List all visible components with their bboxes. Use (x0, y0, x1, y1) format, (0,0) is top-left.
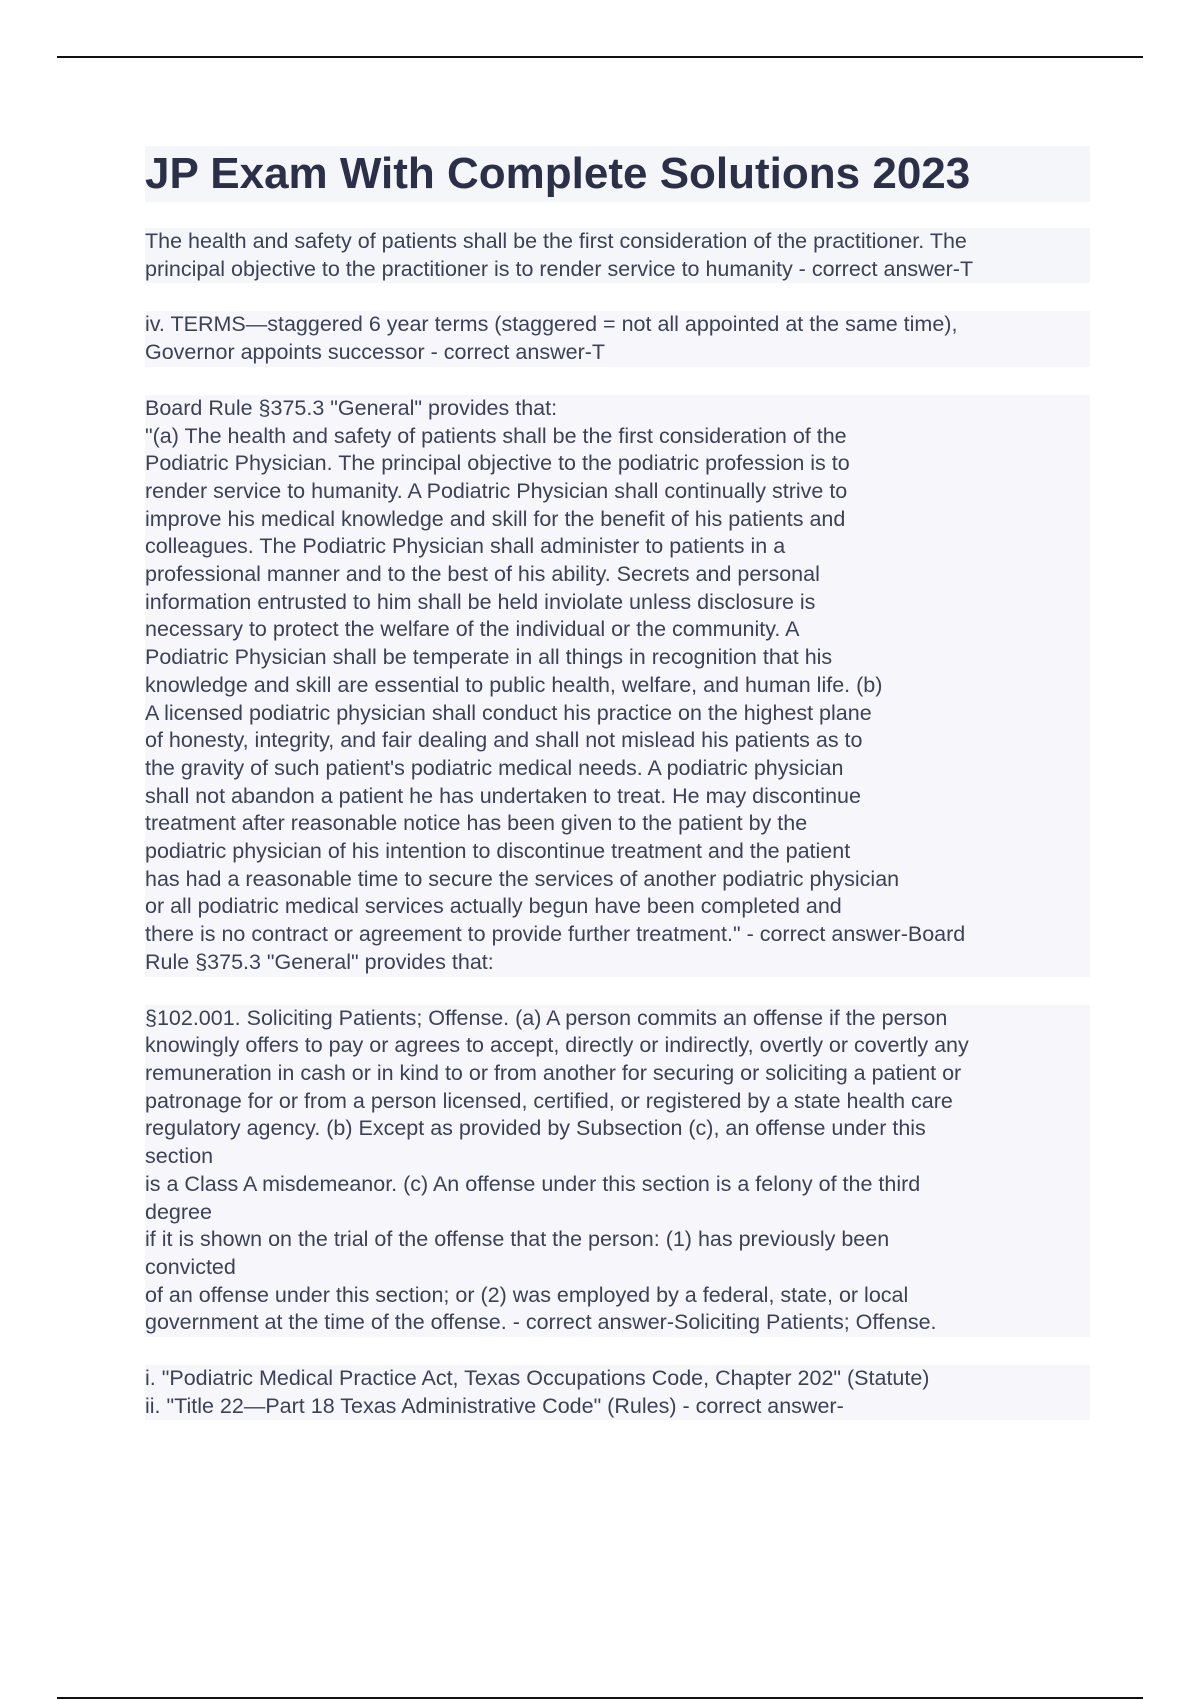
entry-line: section (145, 1143, 1090, 1171)
entry-line: regulatory agency. (b) Except as provided by Subsection (c), an offense under this (145, 1115, 1090, 1143)
entry-line: is a Class A misdemeanor. (c) An offense under this section is a felony of the third (145, 1171, 1090, 1199)
entry-line: Podiatric Physician shall be temperate in all things in recognition that his (145, 644, 1090, 672)
entry-line: necessary to protect the welfare of the individual or the community. A (145, 616, 1090, 644)
entry-line: there is no contract or agreement to provide further treatment." - correct answer-Board (145, 921, 1090, 949)
entry-line: "(a) The health and safety of patients shall be the first consideration of the (145, 423, 1090, 451)
entry-line: or all podiatric medical services actually begun have been completed and (145, 893, 1090, 921)
qa-entry (145, 1005, 1090, 1337)
entry-line: ii. "Title 22—Part 18 Texas Administrative Code" (Rules) - correct answer- (145, 1393, 1090, 1421)
entry-line: if it is shown on the trial of the offense that the person: (1) has previously been (145, 1226, 1090, 1254)
bottom-rule (57, 1697, 1143, 1699)
document-body (145, 146, 1090, 1420)
entry-line: principal objective to the practitioner is to render service to humanity - correct answer-T (145, 256, 1090, 284)
entry-line: render service to humanity. A Podiatric Physician shall continually strive to (145, 478, 1090, 506)
entry-line: has had a reasonable time to secure the services of another podiatric physician (145, 866, 1090, 894)
entry-line: remuneration in cash or in kind to or from another for securing or soliciting a patient or (145, 1060, 1090, 1088)
entry-line: i. "Podiatric Medical Practice Act, Texas Occupations Code, Chapter 202" (Statute) (145, 1365, 1090, 1393)
entry-line: colleagues. The Podiatric Physician shall administer to patients in a (145, 533, 1090, 561)
entry-line: government at the time of the offense. - correct answer-Soliciting Patients; Offense. (145, 1309, 1090, 1337)
entry-line: improve his medical knowledge and skill for the benefit of his patients and (145, 506, 1090, 534)
entry-line: patronage for or from a person licensed, certified, or registered by a state health care (145, 1088, 1090, 1116)
top-rule (57, 56, 1143, 58)
entry-line: podiatric physician of his intention to discontinue treatment and the patient (145, 838, 1090, 866)
entry-line: treatment after reasonable notice has been given to the patient by the (145, 810, 1090, 838)
qa-entry (145, 1365, 1090, 1420)
entry-line: of honesty, integrity, and fair dealing and shall not mislead his patients as to (145, 727, 1090, 755)
entry-line: Podiatric Physician. The principal objective to the podiatric profession is to (145, 450, 1090, 478)
entry-line: of an offense under this section; or (2) was employed by a federal, state, or local (145, 1282, 1090, 1310)
entry-line: §102.001. Soliciting Patients; Offense. (a) A person commits an offense if the person (145, 1005, 1090, 1033)
entry-line: Rule §375.3 "General" provides that: (145, 949, 1090, 977)
entry-line: Governor appoints successor - correct answer-T (145, 339, 1090, 367)
entry-line: iv. TERMS—staggered 6 year terms (staggered = not all appointed at the same time), (145, 311, 1090, 339)
entry-line: A licensed podiatric physician shall conduct his practice on the highest plane (145, 700, 1090, 728)
entry-line: professional manner and to the best of his ability. Secrets and personal (145, 561, 1090, 589)
entry-line: The health and safety of patients shall be the first consideration of the practitioner. The (145, 228, 1090, 256)
qa-entry (145, 311, 1090, 366)
entry-line: the gravity of such patient's podiatric medical needs. A podiatric physician (145, 755, 1090, 783)
qa-entry (145, 228, 1090, 283)
entry-line: knowledge and skill are essential to public health, welfare, and human life. (b) (145, 672, 1090, 700)
entry-line: shall not abandon a patient he has undertaken to treat. He may discontinue (145, 783, 1090, 811)
document-title: JP Exam With Complete Solutions 2023 (145, 146, 1090, 202)
entry-line: convicted (145, 1254, 1090, 1282)
entry-line: information entrusted to him shall be held inviolate unless disclosure is (145, 589, 1090, 617)
entry-line: knowingly offers to pay or agrees to accept, directly or indirectly, overtly or covertly any (145, 1032, 1090, 1060)
qa-entry (145, 395, 1090, 977)
entry-line: degree (145, 1199, 1090, 1227)
entry-line: Board Rule §375.3 "General" provides that: (145, 395, 1090, 423)
